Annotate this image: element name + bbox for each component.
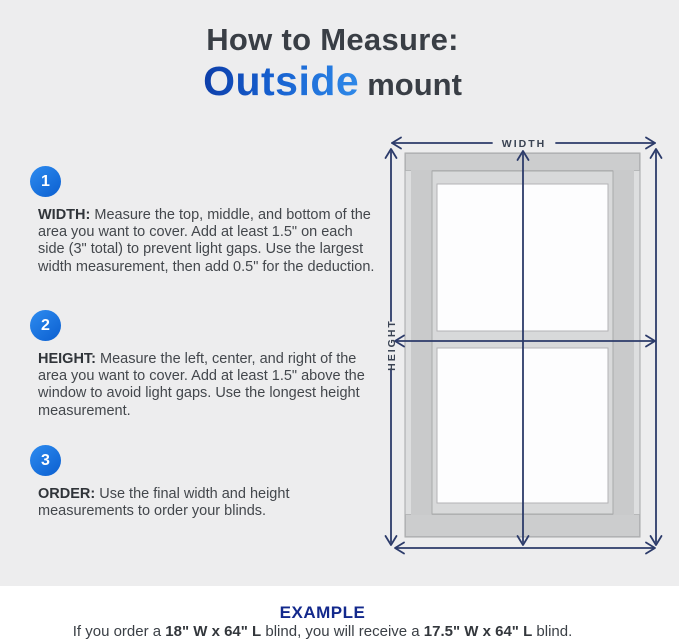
step-1-body: Measure the top, middle, and bottom of the area you want to cover. Add at least 1.5" on each side (3" total) to prevent light gaps. Use the largest width measurement, then add 0.5" for the deduction. — [38, 207, 375, 275]
step-3-body: Use the final width and height measurements to order your blinds. — [38, 486, 290, 520]
step-2-text — [38, 351, 376, 420]
example-sentence — [0, 623, 645, 641]
steps-list — [30, 166, 380, 531]
width-arrow-bottom — [395, 543, 655, 554]
title-line-1: How to Measure: — [206, 22, 459, 57]
step-3-text — [38, 486, 376, 520]
step-2-number-badge: 2 — [30, 310, 61, 341]
width-dimension-label: WIDTH — [501, 138, 547, 150]
step-2-body: Measure the left, center, and right of the area you want to cover. Add at least 1.5" above the window to avoid light gaps. Use the longest height measurement. — [38, 351, 365, 419]
step-1-label: WIDTH: — [38, 207, 91, 223]
window-measurement-diagram — [375, 125, 675, 565]
window-right-casing — [613, 170, 634, 515]
window-left-casing — [411, 170, 432, 515]
step-1-number-badge: 1 — [30, 166, 61, 197]
step-3-order — [30, 445, 380, 520]
title-line-2 — [0, 59, 665, 113]
example-heading: EXAMPLE — [279, 603, 366, 622]
step-3-number-badge: 3 — [30, 445, 61, 476]
step-1-width — [30, 166, 380, 276]
step-2-label: HEIGHT: — [38, 351, 96, 367]
height-dimension-label: HEIGHT — [386, 319, 398, 371]
example-order-size: 18" W x 64" L — [165, 623, 262, 640]
title-highlight-outside: Outside — [203, 58, 360, 104]
step-2-height — [30, 310, 380, 420]
example-receive-size: 17.5" W x 64" L — [423, 623, 533, 640]
title-rest-mount: mount — [367, 67, 462, 102]
step-1-text — [38, 207, 376, 276]
example-suffix: blind. — [532, 623, 573, 640]
height-arrow-right — [651, 149, 662, 545]
page-title — [0, 22, 679, 113]
step-3-label: ORDER: — [38, 486, 96, 502]
example-middle: blind, you will receive a — [261, 623, 424, 640]
example-section — [0, 586, 679, 644]
example-prefix: If you order a — [72, 623, 166, 640]
